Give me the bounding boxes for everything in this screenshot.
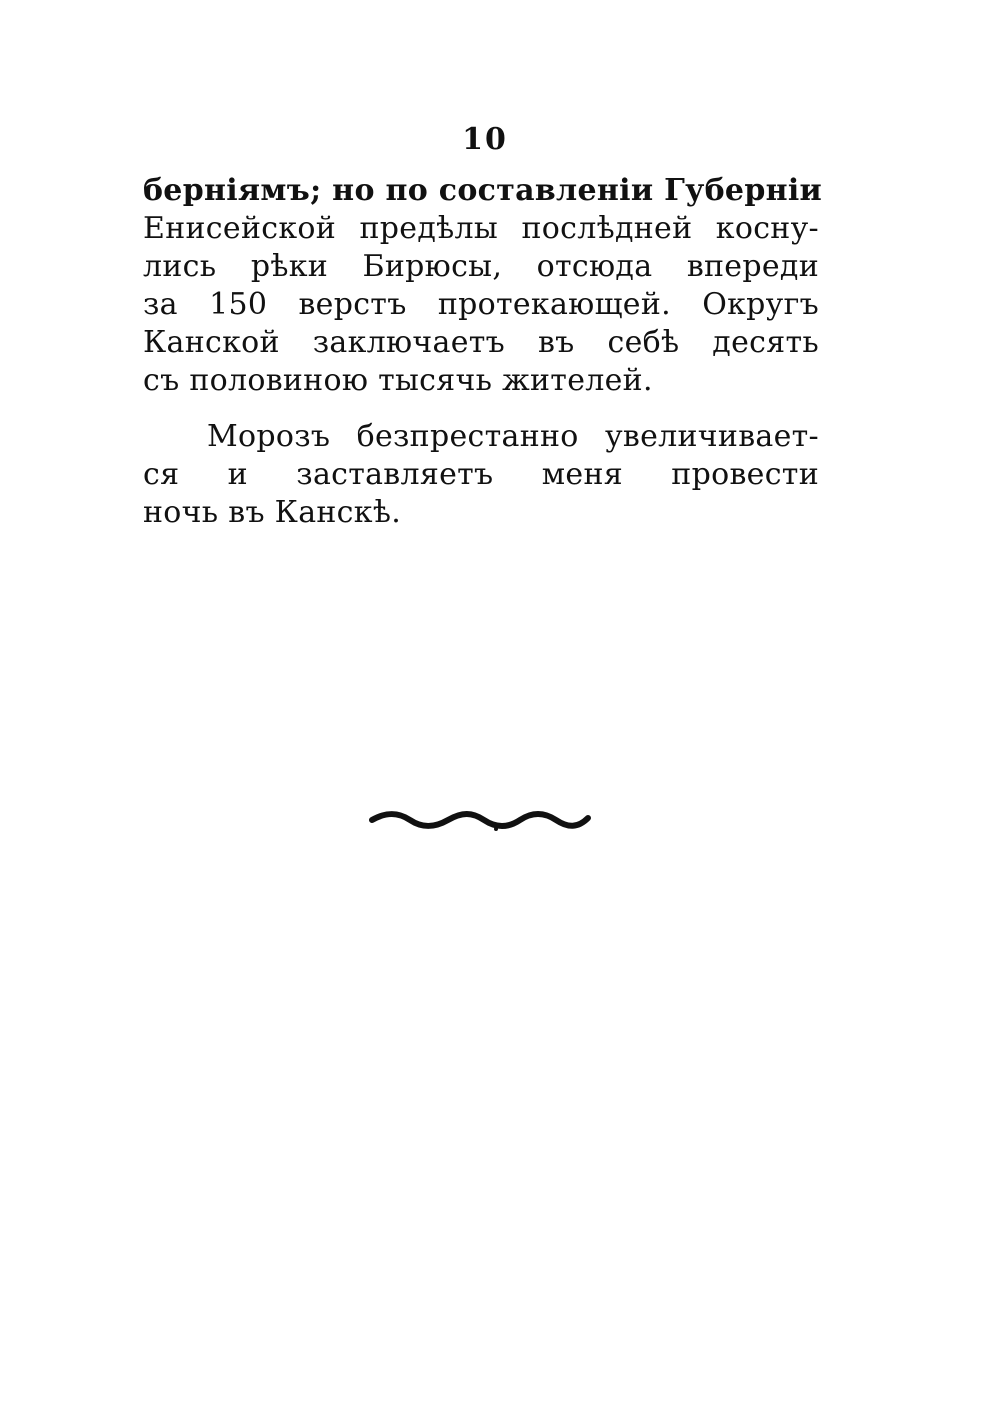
text-line: Морозъ безпрестанно увеличивает- bbox=[207, 419, 819, 454]
text-line: съ половиною тысячь жителей. bbox=[143, 363, 653, 398]
text-line: ночь въ Канскѣ. bbox=[143, 495, 402, 530]
body-text bbox=[143, 172, 823, 532]
text-line: Канской заключаетъ въ себѣ десять bbox=[143, 325, 819, 360]
text-line: Енисейской предѣлы послѣдней косну- bbox=[143, 211, 819, 246]
text-line: лись рѣки Бирюсы, отсюда впереди bbox=[143, 249, 819, 284]
text-line: берніямъ; но по составленіи Губерніи bbox=[143, 173, 823, 208]
paragraph-2 bbox=[143, 418, 819, 532]
paragraph-gap bbox=[143, 400, 819, 418]
page-number: 10 bbox=[462, 122, 508, 157]
text-line: за 150 верстъ протекающей. Округъ bbox=[143, 287, 819, 322]
ornament-dot bbox=[494, 827, 498, 831]
wavy-rule-ornament-icon bbox=[368, 802, 592, 836]
ornament-wave bbox=[372, 814, 588, 826]
paragraph-1 bbox=[143, 172, 823, 400]
text-line: ся и заставляетъ меня провести bbox=[143, 457, 819, 492]
